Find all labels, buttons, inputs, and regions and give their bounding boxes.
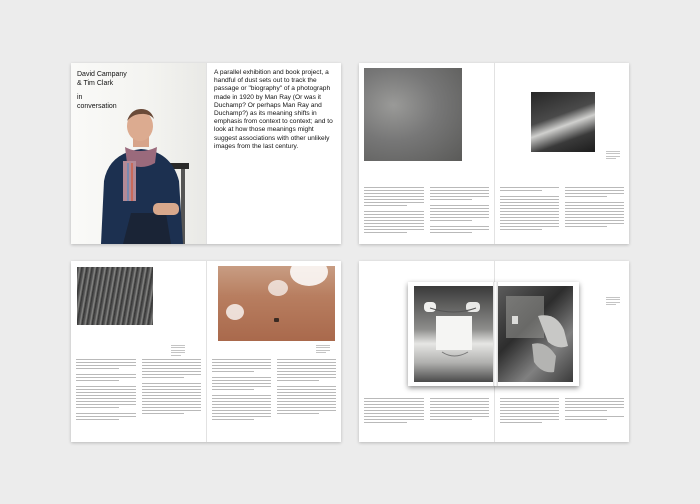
image-caption — [316, 345, 330, 355]
authors-heading — [77, 71, 127, 88]
text-columns — [212, 359, 336, 422]
image-caption — [171, 345, 185, 357]
text-column — [565, 398, 624, 425]
text-column — [76, 359, 136, 422]
dust-breeding-photo — [364, 68, 462, 161]
text-column — [500, 398, 559, 425]
subtitle — [77, 94, 117, 111]
subtitle-line-1: in — [77, 94, 83, 101]
spread-two — [359, 63, 629, 244]
image-caption — [606, 151, 620, 161]
page-portrait — [71, 63, 206, 244]
page-intro-text — [206, 63, 341, 244]
text-column — [212, 359, 271, 422]
spread-four — [359, 261, 629, 442]
page-kids — [494, 63, 629, 244]
open-book-photo — [408, 282, 579, 386]
page-ruins — [71, 261, 206, 442]
image-caption — [606, 297, 620, 307]
text-column — [277, 359, 336, 422]
book-left-image — [414, 286, 493, 382]
text-columns — [500, 398, 624, 425]
author-line-2: & Tim Clark — [77, 79, 114, 87]
text-column — [364, 398, 424, 425]
subtitle-line-2: conversation — [77, 102, 117, 110]
page-desert — [359, 63, 494, 244]
portrait-photo — [71, 63, 206, 244]
text-columns — [364, 398, 489, 425]
children-photo — [531, 92, 595, 152]
text-column — [430, 398, 490, 425]
mars-surface-photo — [218, 266, 335, 341]
text-column — [142, 359, 202, 422]
author-line-1: David Campany — [77, 71, 127, 78]
page-mars — [206, 261, 341, 442]
text-column — [364, 187, 424, 235]
spread-three — [71, 261, 341, 442]
text-column — [430, 187, 490, 235]
book-right-image — [498, 286, 573, 382]
ruins-photo — [77, 267, 153, 325]
text-columns — [500, 187, 624, 232]
text-column — [500, 187, 559, 232]
text-columns — [76, 359, 201, 422]
text-column — [565, 187, 624, 232]
text-columns — [364, 187, 489, 235]
spread-intro — [71, 63, 341, 244]
intro-paragraph: A parallel exhibition and book project, a handful of dust sets out to track the passage or "biography" of a photograph made in 1920 by Man Ray (Or was it Duchamp? Or perhaps Man Ray and Duchamp?) as its meaning shifts in emphasis from context to context; and to look at how those meanings might suggest associations with other unlikely images from the last century. — [214, 69, 333, 150]
